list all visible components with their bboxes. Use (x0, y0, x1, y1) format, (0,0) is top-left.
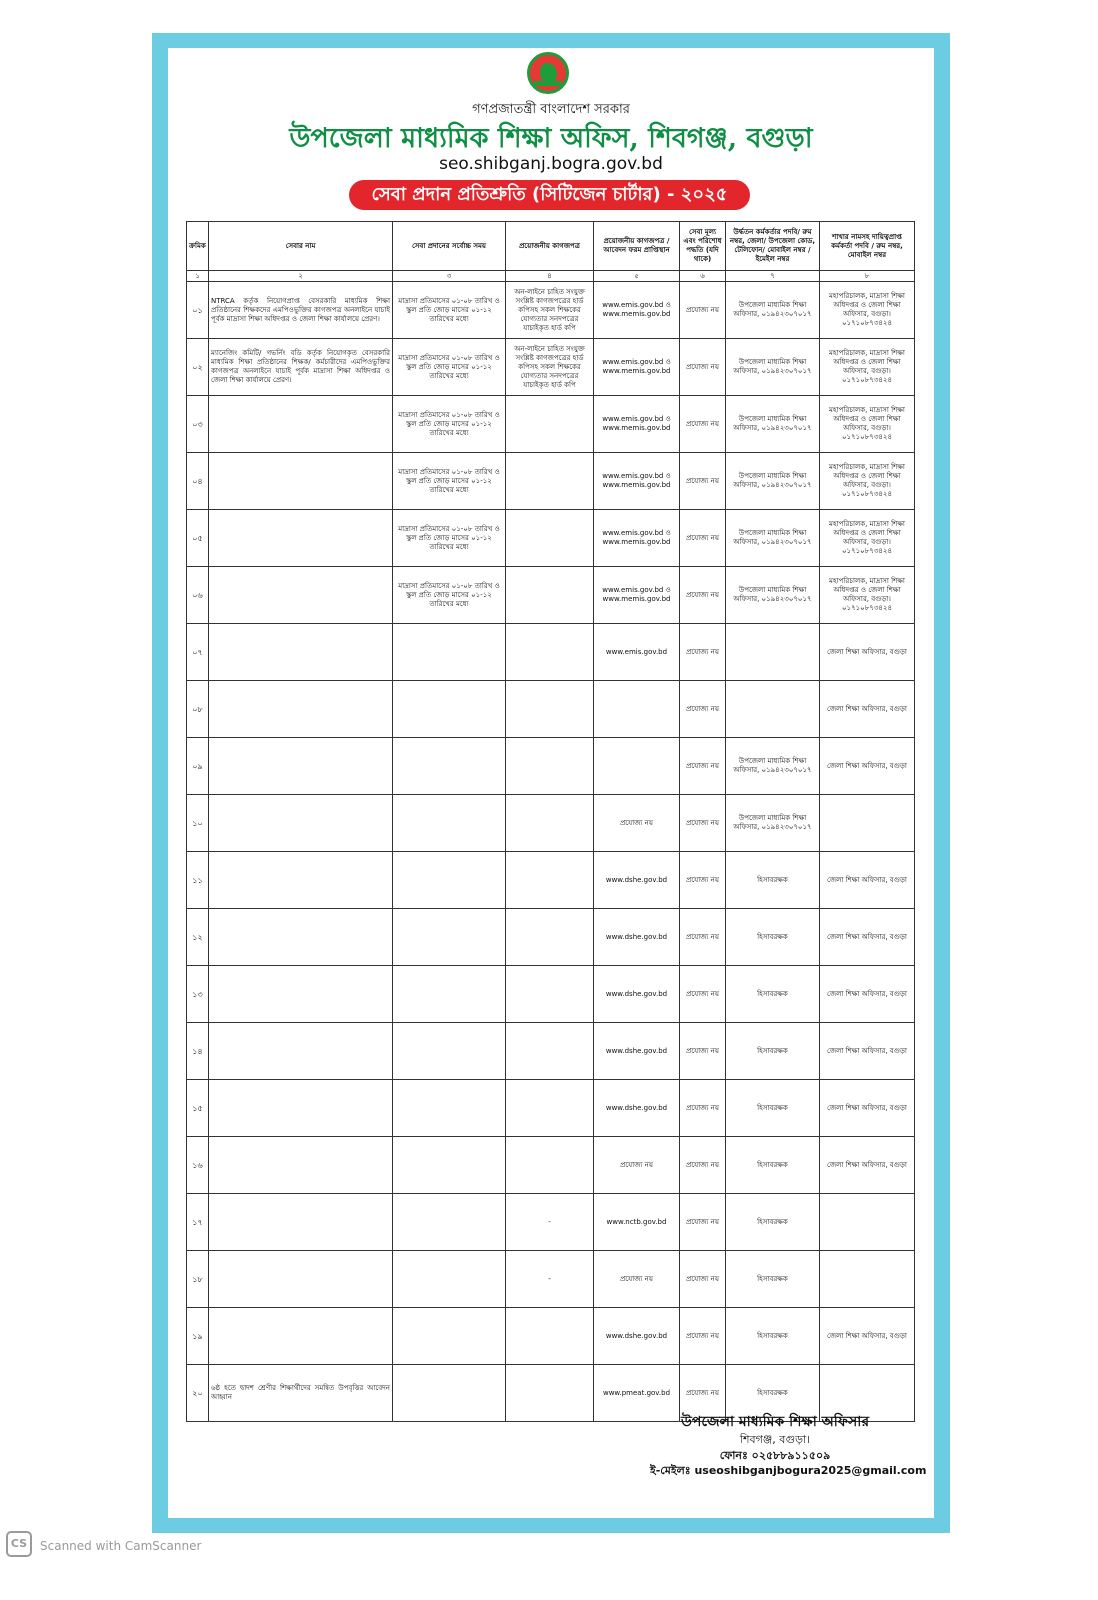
superior-officer-cell: হিসাবরক্ষক (726, 1308, 820, 1365)
responsible-officer-cell (820, 1251, 915, 1308)
table-row (187, 339, 915, 396)
serial-cell: ০৪ (187, 453, 209, 510)
column-number: ৬ (680, 271, 726, 282)
doc-source-cell: www.dshe.gov.bd (594, 966, 680, 1023)
serial-cell: ১৪ (187, 1023, 209, 1080)
table-row (187, 966, 915, 1023)
fee-cell: প্রযোজ্য নয় (680, 909, 726, 966)
table-row (187, 795, 915, 852)
header-responsible-officer: শাখার নামসহ দায়িত্বপ্রাপ্ত কর্মকর্তা পদবি / রুম নম্বর, মোবাইল নম্বর (820, 222, 915, 271)
required-docs-cell (506, 1308, 594, 1365)
serial-cell: ০৬ (187, 567, 209, 624)
service-name-cell (209, 396, 393, 453)
serial-cell: ০২ (187, 339, 209, 396)
doc-source-cell: www.dshe.gov.bd (594, 1080, 680, 1137)
fee-cell: প্রযোজ্য নয় (680, 282, 726, 339)
required-docs-cell: - (506, 1251, 594, 1308)
responsible-officer-cell: জেলা শিক্ষা অফিসার, বগুড়া (820, 624, 915, 681)
table-row (187, 282, 915, 339)
table-body (187, 282, 915, 1422)
service-name-cell: ম্যানেজিং কমিটি/ গভর্নিং বডি কর্তৃক নিয়োগকৃত বেসরকারি মাধ্যমিক শিক্ষা প্রতিষ্ঠানের শিক্ষক/ কর্মচারীদের এমপিওভুক্তির কাগজপত্র অনলাইনে যাচাই পূর্বক মাদ্রাসা শিক্ষা অধিদপ্তর ও জেলা শিক্ষা কার্যালয়ে প্রেরণ। (209, 339, 393, 396)
fee-cell: প্রযোজ্য নয় (680, 738, 726, 795)
emblem-ribbon (534, 81, 562, 86)
superior-officer-cell: হিসাবরক্ষক (726, 1365, 820, 1422)
table-header-row (187, 222, 915, 271)
service-name-cell (209, 1194, 393, 1251)
max-time-cell (393, 1023, 506, 1080)
fee-cell: প্রযোজ্য নয় (680, 681, 726, 738)
serial-cell: ১০ (187, 795, 209, 852)
max-time-cell: মাদ্রাসা প্রতিমাসের ০১-০৮ তারিখ ও স্কুল প্রতি জোড় মাসের ০১-১২ তারিখের মধ্যে (393, 453, 506, 510)
service-name-cell (209, 681, 393, 738)
table-row (187, 396, 915, 453)
government-emblem-icon (527, 52, 569, 94)
max-time-cell: মাদ্রাসা প্রতিমাসের ০১-০৮ তারিখ ও স্কুল প্রতি জোড় মাসের ০১-১২ তারিখের মধ্যে (393, 510, 506, 567)
serial-cell: ১৮ (187, 1251, 209, 1308)
service-name-cell: NTRCA কর্তৃক নিয়োগপ্রাপ্ত বেসরকারি মাধ্যমিক শিক্ষা প্রতিষ্ঠানের শিক্ষকদের এমপিওভুক্তির কাগজপত্র অনলাইনে যাচাই পূর্বক মাদ্রাসা শিক্ষা অধিদপ্তর ও জেলা শিক্ষা কার্যালয়ে প্রেরণ। (209, 282, 393, 339)
doc-source-cell (594, 738, 680, 795)
required-docs-cell (506, 852, 594, 909)
serial-cell: ০১ (187, 282, 209, 339)
doc-source-cell: www.emis.gov.bd ও www.memis.gov.bd (594, 567, 680, 624)
table-row (187, 852, 915, 909)
service-name-cell (209, 738, 393, 795)
fee-cell: প্রযোজ্য নয় (680, 624, 726, 681)
signatory-location: শিবগঞ্জ, বগুড়া। (739, 1433, 811, 1446)
doc-source-cell: www.pmeat.gov.bd (594, 1365, 680, 1422)
table-row (187, 1137, 915, 1194)
superior-officer-cell: উপজেলা মাধ্যমিক শিক্ষা অফিসার, ০১৯৪২৩০৭০১৭ (726, 510, 820, 567)
required-docs-cell (506, 567, 594, 624)
superior-officer-cell: উপজেলা মাধ্যমিক শিক্ষা অফিসার, ০১৯৪২৩০৭০১৭ (726, 339, 820, 396)
max-time-cell: মাদ্রাসা প্রতিমাসের ০১-০৮ তারিখ ও স্কুল প্রতি জোড় মাসের ০১-১২ তারিখের মধ্যে (393, 567, 506, 624)
responsible-officer-cell: মহাপরিচালক, মাদ্রাসা শিক্ষা অধিদপ্তর ও জেলা শিক্ষা অফিসার, বগুড়া। ০১৭১০৮৭৩৪২৪ (820, 510, 915, 567)
responsible-officer-cell (820, 1194, 915, 1251)
table-row (187, 909, 915, 966)
max-time-cell (393, 909, 506, 966)
fee-cell: প্রযোজ্য নয় (680, 453, 726, 510)
responsible-officer-cell (820, 795, 915, 852)
signatory-designation: উপজেলা মাধ্যমিক শিক্ষা অফিসার (680, 1414, 870, 1430)
responsible-officer-cell: মহাপরিচালক, মাদ্রাসা শিক্ষা অধিদপ্তর ও জেলা শিক্ষা অফিসার, বগুড়া। ০১৭১০৮৭৩৪২৪ (820, 396, 915, 453)
fee-cell: প্রযোজ্য নয় (680, 567, 726, 624)
service-name-cell (209, 852, 393, 909)
header-max-time: সেবা প্রদানের সর্বোচ্চ সময় (393, 222, 506, 271)
table-row (187, 1251, 915, 1308)
service-name-cell (209, 1023, 393, 1080)
service-name-cell (209, 510, 393, 567)
superior-officer-cell: হিসাবরক্ষক (726, 1023, 820, 1080)
serial-cell: ১৩ (187, 966, 209, 1023)
responsible-officer-cell: মহাপরিচালক, মাদ্রাসা শিক্ষা অধিদপ্তর ও জেলা শিক্ষা অফিসার, বগুড়া। ০১৭১০৮৭৩৪২৪ (820, 453, 915, 510)
service-name-cell (209, 1251, 393, 1308)
serial-cell: ০৩ (187, 396, 209, 453)
required-docs-cell (506, 681, 594, 738)
superior-officer-cell: হিসাবরক্ষক (726, 1251, 820, 1308)
required-docs-cell: - (506, 1194, 594, 1251)
max-time-cell (393, 1365, 506, 1422)
required-docs-cell (506, 738, 594, 795)
column-number: ৭ (726, 271, 820, 282)
column-number: ১ (187, 271, 209, 282)
fee-cell: প্রযোজ্য নয় (680, 1365, 726, 1422)
max-time-cell (393, 852, 506, 909)
superior-officer-cell: উপজেলা মাধ্যমিক শিক্ষা অফিসার, ০১৯৪২৩০৭০১৭ (726, 282, 820, 339)
fee-cell: প্রযোজ্য নয় (680, 852, 726, 909)
camscanner-watermark: Scanned with CamScanner (40, 1539, 202, 1553)
max-time-cell: মাদ্রাসা প্রতিমাসের ০১-০৮ তারিখ ও স্কুল প্রতি জোড় মাসের ০১-১২ তারিখের মধ্যে (393, 339, 506, 396)
required-docs-cell (506, 909, 594, 966)
max-time-cell (393, 738, 506, 795)
required-docs-cell (506, 1023, 594, 1080)
doc-source-cell: www.emis.gov.bd ও www.memis.gov.bd (594, 510, 680, 567)
column-number: ২ (209, 271, 393, 282)
responsible-officer-cell: মহাপরিচালক, মাদ্রাসা শিক্ষা অধিদপ্তর ও জেলা শিক্ষা অফিসার, বগুড়া। ০১৭১০৮৭৩৪২৪ (820, 339, 915, 396)
required-docs-cell: অন-লাইনে চাহিত সংযুক্ত সংশ্লিষ্ট কাগজপত্রের হার্ড কপিসহ সকল শিক্ষকের যোগ্যতার সনদপত্রের যাচাইকৃত হার্ড কপি (506, 339, 594, 396)
office-website: seo.shibganj.bogra.gov.bd (439, 154, 663, 174)
serial-cell: ১১ (187, 852, 209, 909)
required-docs-cell (506, 1080, 594, 1137)
doc-source-cell: www.dshe.gov.bd (594, 1308, 680, 1365)
service-name-cell (209, 909, 393, 966)
responsible-officer-cell: মহাপরিচালক, মাদ্রাসা শিক্ষা অধিদপ্তর ও জেলা শিক্ষা অফিসার, বগুড়া। ০১৭১০৮৭৩৪২৪ (820, 567, 915, 624)
service-name-cell (209, 966, 393, 1023)
header-doc-source: প্রয়োজনীয় কাগজপত্র / আবেদন ফরম প্রাপ্তিস্থান (594, 222, 680, 271)
max-time-cell (393, 966, 506, 1023)
service-name-cell (209, 1137, 393, 1194)
superior-officer-cell: হিসাবরক্ষক (726, 966, 820, 1023)
column-number: ৮ (820, 271, 915, 282)
table-row (187, 1194, 915, 1251)
table-row (187, 681, 915, 738)
fee-cell: প্রযোজ্য নয় (680, 396, 726, 453)
required-docs-cell (506, 453, 594, 510)
serial-cell: ১৫ (187, 1080, 209, 1137)
service-name-cell (209, 795, 393, 852)
citizen-charter-table (186, 221, 915, 1422)
fee-cell: প্রযোজ্য নয় (680, 1308, 726, 1365)
table-row (187, 1023, 915, 1080)
superior-officer-cell (726, 624, 820, 681)
serial-cell: ১২ (187, 909, 209, 966)
table-row (187, 624, 915, 681)
superior-officer-cell: উপজেলা মাধ্যমিক শিক্ষা অফিসার, ০১৯৪২৩০৭০১৭ (726, 396, 820, 453)
doc-source-cell: www.emis.gov.bd ও www.memis.gov.bd (594, 396, 680, 453)
doc-source-cell: www.dshe.gov.bd (594, 909, 680, 966)
service-name-cell (209, 624, 393, 681)
service-name-cell: ৬ষ্ঠ হতে দ্বাদশ শ্রেণীর শিক্ষার্থীদের সমন্বিত উপবৃত্তির আবেদন আহ্বান (209, 1365, 393, 1422)
max-time-cell: মাদ্রাসা প্রতিমাসের ০১-০৮ তারিখ ও স্কুল প্রতি জোড় মাসের ০১-১২ তারিখের মধ্যে (393, 282, 506, 339)
doc-source-cell: www.dshe.gov.bd (594, 852, 680, 909)
fee-cell: প্রযোজ্য নয় (680, 795, 726, 852)
max-time-cell (393, 624, 506, 681)
column-number: ৩ (393, 271, 506, 282)
table-row (187, 453, 915, 510)
responsible-officer-cell: জেলা শিক্ষা অফিসার, বগুড়া (820, 1137, 915, 1194)
signatory-phone: ফোনঃ ০২৫৮৮৯১১৫০৯ (719, 1449, 831, 1462)
max-time-cell (393, 1194, 506, 1251)
header-required-docs: প্রয়োজনীয় কাগজপত্র (506, 222, 594, 271)
required-docs-cell (506, 624, 594, 681)
signatory-email: ই-মেইলঃ useoshibganjbogura2025@gmail.com (650, 1464, 927, 1477)
doc-source-cell: www.emis.gov.bd ও www.memis.gov.bd (594, 282, 680, 339)
camscanner-logo-icon: CS (6, 1531, 32, 1557)
doc-source-cell: www.emis.gov.bd ও www.memis.gov.bd (594, 453, 680, 510)
header-superior-officer: উর্দ্ধতন কর্মকর্তার পদবি/ রুম নম্বর, জেলা/ উপজেলা কোড, টেলিফোন/ মোবাইল নম্বর / ইমেইল নম্বর (726, 222, 820, 271)
max-time-cell (393, 1137, 506, 1194)
superior-officer-cell: হিসাবরক্ষক (726, 1080, 820, 1137)
header-service-name: সেবার নাম (209, 222, 393, 271)
doc-source-cell: www.emis.gov.bd (594, 624, 680, 681)
serial-cell: ১৯ (187, 1308, 209, 1365)
column-number: ৪ (506, 271, 594, 282)
fee-cell: প্রযোজ্য নয় (680, 1023, 726, 1080)
service-name-cell (209, 1308, 393, 1365)
fee-cell: প্রযোজ্য নয় (680, 1080, 726, 1137)
fee-cell: প্রযোজ্য নয় (680, 339, 726, 396)
service-name-cell (209, 1080, 393, 1137)
column-number: ৫ (594, 271, 680, 282)
table-row (187, 1308, 915, 1365)
header-fee: সেবা মূল্য এবং পরিশোধ পদ্ধতি (যদি থাকে) (680, 222, 726, 271)
doc-source-cell: প্রযোজ্য নয় (594, 1137, 680, 1194)
max-time-cell (393, 1080, 506, 1137)
fee-cell: প্রযোজ্য নয় (680, 510, 726, 567)
bangladesh-map-icon (540, 63, 557, 83)
table-row (187, 510, 915, 567)
government-name: গণপ্রজাতন্ত্রী বাংলাদেশ সরকার (472, 102, 630, 117)
max-time-cell (393, 681, 506, 738)
responsible-officer-cell: জেলা শিক্ষা অফিসার, বগুড়া (820, 966, 915, 1023)
responsible-officer-cell: জেলা শিক্ষা অফিসার, বগুড়া (820, 852, 915, 909)
header-serial: ক্রমিক (187, 222, 209, 271)
serial-cell: ০৭ (187, 624, 209, 681)
superior-officer-cell: উপজেলা মাধ্যমিক শিক্ষা অফিসার, ০১৯৪২৩০৭০১৭ (726, 567, 820, 624)
serial-cell: ১৬ (187, 1137, 209, 1194)
required-docs-cell (506, 1365, 594, 1422)
responsible-officer-cell: জেলা শিক্ষা অফিসার, বগুড়া (820, 1023, 915, 1080)
required-docs-cell: অন-লাইনে চাহিত সংযুক্ত সংশ্লিষ্ট কাগজপত্রের হার্ড কপিসহ সকল শিক্ষকের যোগ্যতার সনদপত্রের যাচাইকৃত হার্ড কপি (506, 282, 594, 339)
max-time-cell (393, 1251, 506, 1308)
table-row (187, 1080, 915, 1137)
superior-officer-cell: হিসাবরক্ষক (726, 909, 820, 966)
doc-source-cell: www.emis.gov.bd ও www.memis.gov.bd (594, 339, 680, 396)
required-docs-cell (506, 1137, 594, 1194)
required-docs-cell (506, 510, 594, 567)
column-number-row (187, 271, 915, 282)
fee-cell: প্রযোজ্য নয় (680, 966, 726, 1023)
doc-source-cell (594, 681, 680, 738)
fee-cell: প্রযোজ্য নয় (680, 1194, 726, 1251)
superior-officer-cell: উপজেলা মাধ্যমিক শিক্ষা অফিসার, ০১৯৪২৩০৭০১৭ (726, 795, 820, 852)
responsible-officer-cell: মহাপরিচালক, মাদ্রাসা শিক্ষা অধিদপ্তর ও জেলা শিক্ষা অফিসার, বগুড়া। ০১৭১০৮৭৩৪২৪ (820, 282, 915, 339)
charter-title-banner: সেবা প্রদান প্রতিশ্রুতি (সিটিজেন চার্টার) - ২০২৫ (349, 180, 750, 210)
serial-cell: ১৭ (187, 1194, 209, 1251)
required-docs-cell (506, 966, 594, 1023)
superior-officer-cell: হিসাবরক্ষক (726, 1137, 820, 1194)
office-title: উপজেলা মাধ্যমিক শিক্ষা অফিস, শিবগঞ্জ, বগুড়া (289, 123, 813, 154)
doc-source-cell: www.dshe.gov.bd (594, 1023, 680, 1080)
max-time-cell (393, 1308, 506, 1365)
responsible-officer-cell: জেলা শিক্ষা অফিসার, বগুড়া (820, 1308, 915, 1365)
serial-cell: ০৫ (187, 510, 209, 567)
required-docs-cell (506, 795, 594, 852)
superior-officer-cell: হিসাবরক্ষক (726, 852, 820, 909)
superior-officer-cell: হিসাবরক্ষক (726, 1194, 820, 1251)
service-name-cell (209, 567, 393, 624)
fee-cell: প্রযোজ্য নয় (680, 1251, 726, 1308)
superior-officer-cell: উপজেলা মাধ্যমিক শিক্ষা অফিসার, ০১৯৪২৩০৭০১৭ (726, 453, 820, 510)
serial-cell: ০৯ (187, 738, 209, 795)
fee-cell: প্রযোজ্য নয় (680, 1137, 726, 1194)
service-name-cell (209, 453, 393, 510)
responsible-officer-cell: জেলা শিক্ষা অফিসার, বগুড়া (820, 738, 915, 795)
responsible-officer-cell: জেলা শিক্ষা অফিসার, বগুড়া (820, 1080, 915, 1137)
serial-cell: ০৮ (187, 681, 209, 738)
superior-officer-cell (726, 681, 820, 738)
table-row (187, 567, 915, 624)
max-time-cell (393, 795, 506, 852)
doc-source-cell: www.nctb.gov.bd (594, 1194, 680, 1251)
responsible-officer-cell: জেলা শিক্ষা অফিসার, বগুড়া (820, 909, 915, 966)
doc-source-cell: প্রযোজ্য নয় (594, 1251, 680, 1308)
responsible-officer-cell: জেলা শিক্ষা অফিসার, বগুড়া (820, 681, 915, 738)
doc-source-cell: প্রযোজ্য নয় (594, 795, 680, 852)
table-row (187, 738, 915, 795)
max-time-cell: মাদ্রাসা প্রতিমাসের ০১-০৮ তারিখ ও স্কুল প্রতি জোড় মাসের ০১-১২ তারিখের মধ্যে (393, 396, 506, 453)
required-docs-cell (506, 396, 594, 453)
serial-cell: ২০ (187, 1365, 209, 1422)
superior-officer-cell: উপজেলা মাধ্যমিক শিক্ষা অফিসার, ০১৯৪২৩০৭০১৭ (726, 738, 820, 795)
